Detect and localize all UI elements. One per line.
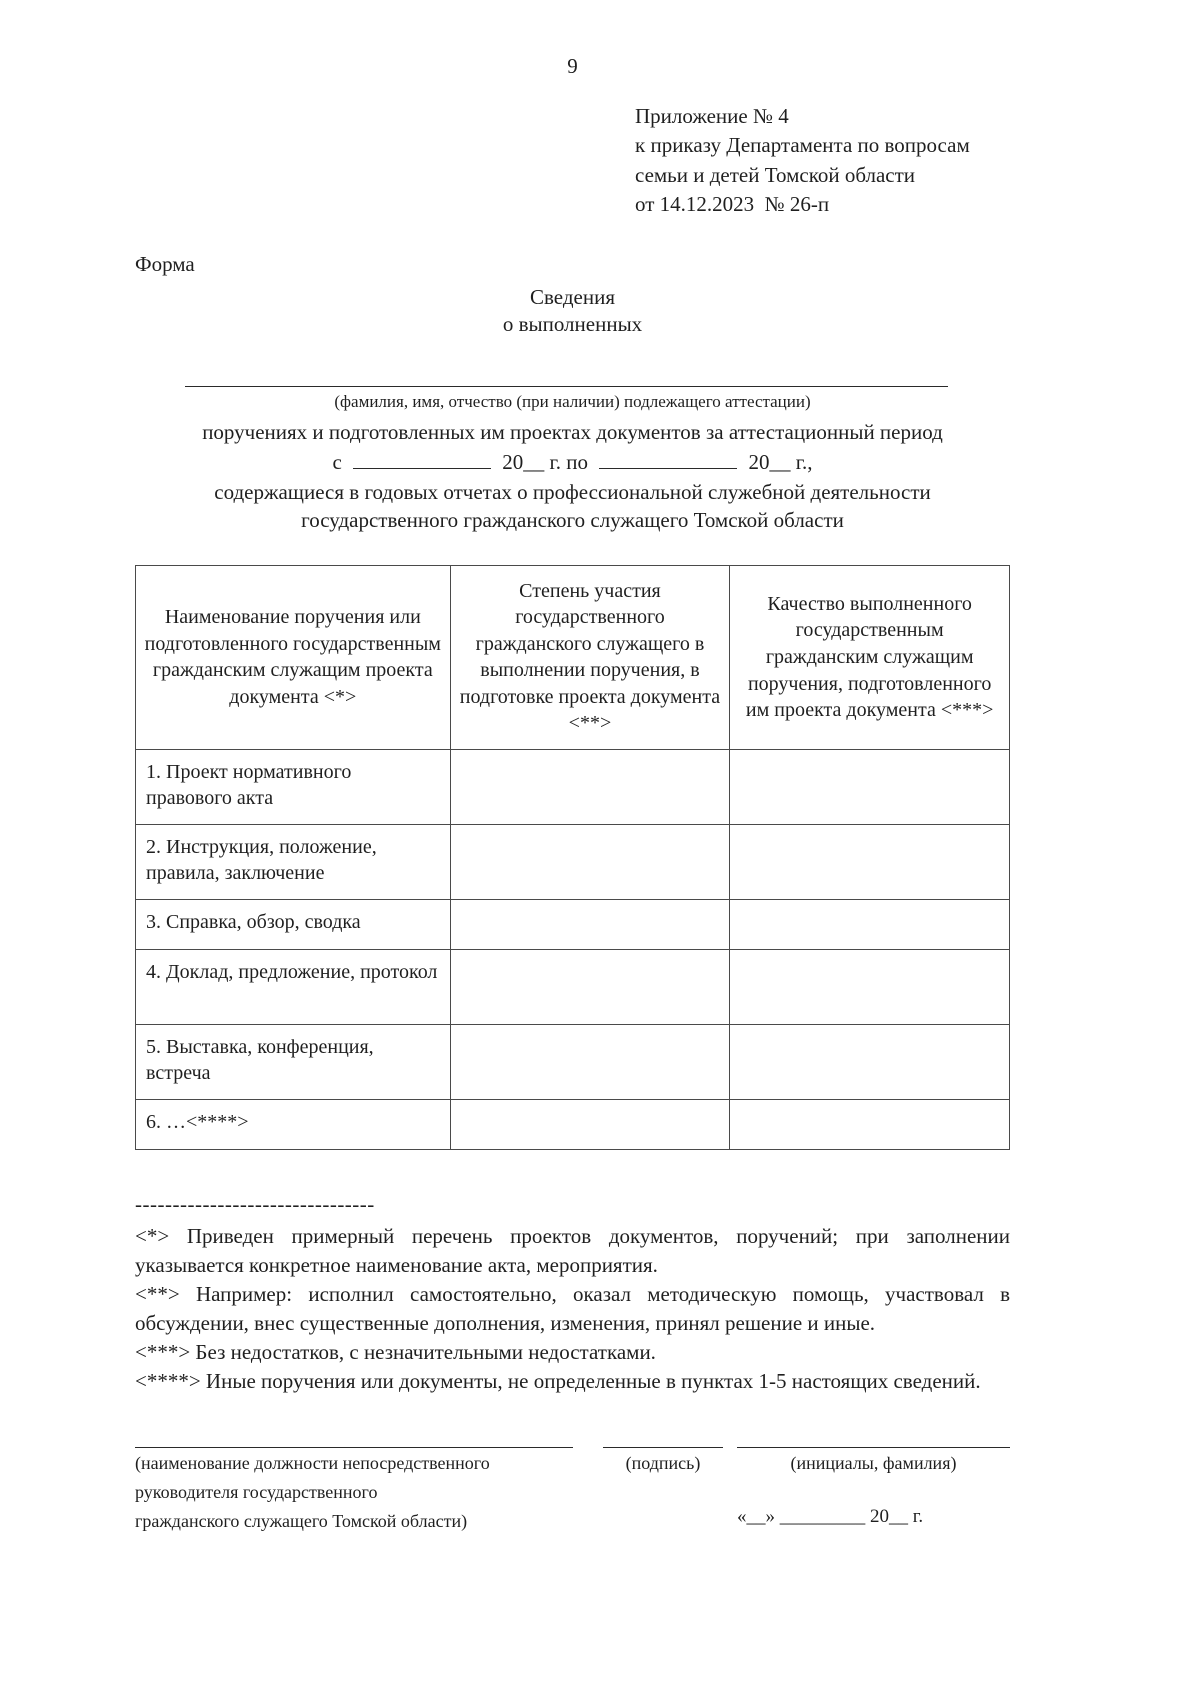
footnote-3: <***> Без недостатков, с незначительными недостатками. bbox=[135, 1339, 656, 1364]
table-row bbox=[136, 825, 1010, 900]
row-label-cell: 3. Справка, обзор, сводка bbox=[136, 900, 451, 950]
initials-caption: (инициалы, фамилия) bbox=[790, 1452, 957, 1473]
empty-cell bbox=[730, 750, 1010, 825]
position-blank-line bbox=[135, 1428, 573, 1448]
date-to-blank bbox=[599, 450, 737, 469]
empty-cell bbox=[730, 1025, 1010, 1100]
table-row bbox=[136, 1100, 1010, 1150]
footnote-2: <**> Например: исполнил самостоятельно, оказал методическую помощь, участвовал в обсуждении, внес существенные дополнения, изменения, принял решение и иные. bbox=[135, 1282, 1010, 1335]
name-blank-line bbox=[185, 363, 948, 387]
footnotes-section bbox=[135, 1190, 1010, 1396]
period-line bbox=[135, 448, 1010, 476]
table-row bbox=[136, 900, 1010, 950]
empty-cell bbox=[450, 1100, 730, 1150]
form-label: Форма bbox=[135, 251, 195, 276]
appendix-line-1: Приложение № 4 bbox=[635, 104, 789, 128]
row-label-cell: 2. Инструкция, положение, правила, заключение bbox=[136, 825, 451, 900]
name-blank-line-signature bbox=[737, 1428, 1010, 1448]
footnote-1: <*> Приведен примерный перечень проектов документов, поручений; при заполнении указывается конкретное наименование акта, мероприятия. bbox=[135, 1224, 1010, 1278]
row-label-cell: 4. Доклад, предложение, протокол bbox=[136, 950, 451, 1025]
sign-blank-line bbox=[603, 1428, 723, 1448]
empty-cell bbox=[450, 900, 730, 950]
signature-sign-column bbox=[603, 1428, 723, 1535]
period-prefix: с bbox=[332, 450, 342, 475]
table-row bbox=[136, 1025, 1010, 1100]
appendix-line-3: семьи и детей Томской области bbox=[635, 162, 916, 187]
appendix-line-4: от 14.12.2023 № 26-п bbox=[635, 192, 830, 217]
empty-cell bbox=[730, 1100, 1010, 1150]
period-middle: 20__ г. по bbox=[502, 450, 589, 475]
signature-gap bbox=[723, 1428, 737, 1535]
document-title bbox=[135, 284, 1010, 339]
table-header-quality: Качество выполненного государственным гражданским служащим поручения, подготовленного им проекта документа <***> bbox=[730, 565, 1010, 750]
table-row bbox=[136, 750, 1010, 825]
signature-date: «__» _________ 20__ г. bbox=[737, 1505, 924, 1527]
page-number: 9 bbox=[567, 54, 578, 78]
table-header-participation-degree: Степень участия государственного гражданского служащего в выполнении поручения, в подготовке проекта документа <**> bbox=[450, 565, 730, 750]
table-header-row bbox=[136, 565, 1010, 750]
table-header-assignment-name: Наименование поручения или подготовленного государственным гражданским служащим проекта документа <*> bbox=[136, 565, 451, 750]
subtitle-line-3: государственного гражданского служащего Томской области bbox=[301, 508, 844, 533]
title-line-2: о выполненных bbox=[502, 312, 643, 337]
date-from-blank bbox=[353, 450, 491, 469]
subtitle-line-2: содержащиеся в годовых отчетах о профессиональной служебной деятельности bbox=[214, 480, 931, 505]
sign-caption: (подпись) bbox=[625, 1452, 701, 1473]
title-line-1: Сведения bbox=[530, 284, 615, 309]
empty-cell bbox=[450, 750, 730, 825]
subtitle-line-1: поручениях и подготовленных им проектах документов за аттестационный период bbox=[202, 420, 943, 444]
appendix-block bbox=[635, 102, 1010, 220]
row-label-cell: 6. …<****> bbox=[136, 1100, 451, 1150]
row-label-cell: 1. Проект нормативного правового акта bbox=[136, 750, 451, 825]
period-suffix: 20__ г., bbox=[748, 450, 813, 475]
footnote-4: <****> Иные поручения или документы, не определенные в пунктах 1-5 настоящих сведений. bbox=[135, 1368, 981, 1393]
empty-cell bbox=[450, 1025, 730, 1100]
footnote-divider: -------------------------------- bbox=[135, 1192, 375, 1217]
signature-name-column bbox=[737, 1428, 1010, 1535]
empty-cell bbox=[730, 950, 1010, 1025]
position-caption-line-2: руководителя государственного bbox=[135, 1481, 378, 1502]
row-label-cell: 5. Выставка, конференция, встреча bbox=[136, 1025, 451, 1100]
appendix-line-2: к приказу Департамента по вопросам bbox=[635, 133, 970, 158]
signature-block bbox=[135, 1428, 1010, 1535]
empty-cell bbox=[730, 900, 1010, 950]
position-caption-line-3: гражданского служащего Томской области) bbox=[135, 1510, 468, 1531]
empty-cell bbox=[730, 825, 1010, 900]
table-row bbox=[136, 950, 1010, 1025]
empty-cell bbox=[450, 825, 730, 900]
position-caption-line-1: (наименование должности непосредственного bbox=[135, 1452, 490, 1473]
signature-gap bbox=[573, 1428, 603, 1535]
empty-cell bbox=[450, 950, 730, 1025]
assignments-table bbox=[135, 565, 1010, 1151]
name-caption: (фамилия, имя, отчество (при наличии) подлежащего аттестации) bbox=[334, 392, 811, 411]
signature-position-column bbox=[135, 1428, 573, 1535]
